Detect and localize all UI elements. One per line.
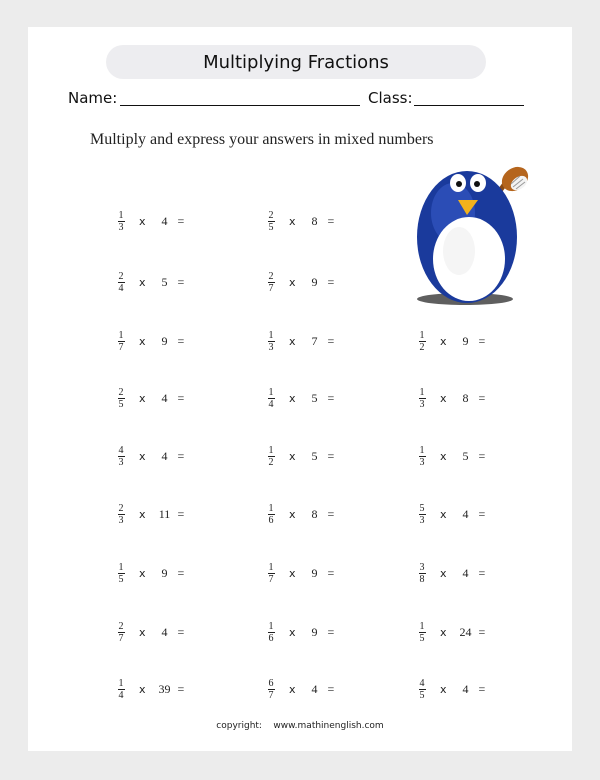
denominator: 3 — [118, 221, 124, 233]
denominator: 7 — [268, 573, 274, 585]
numerator: 1 — [268, 502, 274, 514]
fraction — [266, 330, 276, 353]
problem-item — [116, 382, 184, 414]
multiplier: 8 — [462, 390, 469, 405]
fraction — [266, 562, 276, 585]
multiply-sign: x — [289, 566, 296, 580]
multiplier: 4 — [311, 681, 318, 696]
fraction — [266, 503, 276, 526]
numerator: 1 — [419, 329, 425, 341]
problem-item — [417, 557, 485, 589]
multiplier: 9 — [311, 565, 318, 580]
equals-sign: = — [327, 333, 335, 348]
class-label: Class: — [368, 89, 413, 107]
numerator: 1 — [268, 386, 274, 398]
numerator: 1 — [118, 561, 124, 573]
title-banner — [106, 45, 486, 79]
multiply-sign: x — [139, 449, 146, 463]
numerator: 2 — [118, 386, 124, 398]
denominator: 8 — [419, 573, 425, 585]
fraction — [266, 445, 276, 468]
denominator: 4 — [118, 689, 124, 701]
multiplier: 9 — [462, 333, 469, 348]
numerator: 4 — [118, 444, 124, 456]
multiply-sign: x — [289, 625, 296, 639]
numerator: 1 — [419, 620, 425, 632]
problem-item — [116, 498, 184, 530]
problem-item — [266, 673, 334, 705]
multiply-sign: x — [289, 449, 296, 463]
equals-sign: = — [327, 213, 335, 228]
multiplier: 5 — [311, 390, 318, 405]
fraction — [266, 271, 276, 294]
multiply-sign: x — [139, 507, 146, 521]
multiply-sign: x — [440, 334, 447, 348]
fraction — [266, 210, 276, 233]
equals-sign: = — [327, 681, 335, 696]
copyright-footer — [28, 721, 572, 731]
numerator: 1 — [118, 209, 124, 221]
numerator: 1 — [118, 329, 124, 341]
multiply-sign: x — [440, 507, 447, 521]
multiply-sign: x — [289, 682, 296, 696]
problem-item — [417, 498, 485, 530]
problem-item — [417, 616, 485, 648]
equals-sign: = — [478, 448, 486, 463]
numerator: 1 — [268, 444, 274, 456]
fraction — [417, 387, 427, 410]
multiplier: 9 — [161, 565, 168, 580]
denominator: 3 — [419, 398, 425, 410]
denominator: 3 — [118, 514, 124, 526]
numerator: 2 — [268, 209, 274, 221]
denominator: 4 — [118, 282, 124, 294]
denominator: 3 — [118, 456, 124, 468]
problem-item — [266, 557, 334, 589]
denominator: 2 — [419, 341, 425, 353]
fraction — [116, 503, 126, 526]
problem-item — [266, 205, 334, 237]
multiplier: 5 — [462, 448, 469, 463]
problem-item — [417, 382, 485, 414]
class-field-line[interactable] — [414, 105, 524, 106]
equals-sign: = — [177, 333, 185, 348]
problem-item — [266, 382, 334, 414]
denominator: 5 — [118, 398, 124, 410]
multiplier: 9 — [311, 274, 318, 289]
denominator: 7 — [118, 632, 124, 644]
numerator: 1 — [118, 677, 124, 689]
denominator: 7 — [118, 341, 124, 353]
fraction — [417, 678, 427, 701]
equals-sign: = — [177, 624, 185, 639]
problem-item — [116, 266, 184, 298]
multiplier: 9 — [161, 333, 168, 348]
numerator: 4 — [419, 677, 425, 689]
multiply-sign: x — [440, 391, 447, 405]
multiply-sign: x — [139, 625, 146, 639]
problem-item — [417, 325, 485, 357]
equals-sign: = — [327, 390, 335, 405]
multiply-sign: x — [139, 214, 146, 228]
equals-sign: = — [177, 681, 185, 696]
multiplier: 4 — [161, 390, 168, 405]
numerator: 1 — [419, 386, 425, 398]
multiplier: 5 — [161, 274, 168, 289]
denominator: 4 — [268, 398, 274, 410]
equals-sign: = — [478, 681, 486, 696]
numerator: 2 — [118, 270, 124, 282]
equals-sign: = — [327, 565, 335, 580]
multiplier: 8 — [311, 506, 318, 521]
equals-sign: = — [327, 624, 335, 639]
equals-sign: = — [478, 390, 486, 405]
penguin-with-brush-icon — [403, 157, 543, 307]
denominator: 2 — [268, 456, 274, 468]
name-field-line[interactable] — [120, 105, 360, 106]
denominator: 7 — [268, 282, 274, 294]
multiply-sign: x — [440, 625, 447, 639]
multiply-sign: x — [289, 214, 296, 228]
problem-item — [266, 440, 334, 472]
denominator: 5 — [268, 221, 274, 233]
multiply-sign: x — [289, 334, 296, 348]
fraction — [116, 387, 126, 410]
fraction — [417, 503, 427, 526]
denominator: 6 — [268, 514, 274, 526]
multiplier: 4 — [161, 624, 168, 639]
fraction — [116, 621, 126, 644]
equals-sign: = — [478, 333, 486, 348]
fraction — [116, 271, 126, 294]
multiply-sign: x — [139, 334, 146, 348]
fraction — [116, 330, 126, 353]
multiply-sign: x — [139, 275, 146, 289]
equals-sign: = — [478, 624, 486, 639]
problem-item — [116, 325, 184, 357]
fraction — [417, 330, 427, 353]
equals-sign: = — [478, 565, 486, 580]
denominator: 3 — [419, 456, 425, 468]
numerator: 6 — [268, 677, 274, 689]
multiplier: 7 — [311, 333, 318, 348]
numerator: 1 — [268, 561, 274, 573]
fraction — [417, 445, 427, 468]
equals-sign: = — [327, 506, 335, 521]
problem-item — [116, 557, 184, 589]
fraction — [116, 678, 126, 701]
fraction — [116, 562, 126, 585]
denominator: 5 — [419, 632, 425, 644]
multiplier: 4 — [161, 448, 168, 463]
denominator: 5 — [118, 573, 124, 585]
multiplier: 4 — [462, 506, 469, 521]
problem-item — [116, 440, 184, 472]
numerator: 2 — [118, 620, 124, 632]
problem-item — [116, 616, 184, 648]
equals-sign: = — [177, 390, 185, 405]
multiply-sign: x — [440, 566, 447, 580]
fraction — [266, 387, 276, 410]
numerator: 1 — [268, 620, 274, 632]
fraction — [266, 678, 276, 701]
worksheet-page — [28, 27, 572, 751]
equals-sign: = — [327, 448, 335, 463]
numerator: 2 — [118, 502, 124, 514]
numerator: 2 — [268, 270, 274, 282]
multiply-sign: x — [289, 391, 296, 405]
numerator: 1 — [268, 329, 274, 341]
problem-item — [116, 673, 184, 705]
numerator: 1 — [419, 444, 425, 456]
problem-item — [266, 325, 334, 357]
equals-sign: = — [478, 506, 486, 521]
multiplier: 39 — [158, 681, 171, 696]
name-label: Name: — [68, 89, 118, 107]
numerator: 3 — [419, 561, 425, 573]
multiply-sign: x — [289, 275, 296, 289]
denominator: 3 — [419, 514, 425, 526]
fraction — [116, 210, 126, 233]
equals-sign: = — [177, 565, 185, 580]
multiply-sign: x — [139, 682, 146, 696]
fraction — [417, 562, 427, 585]
denominator: 3 — [268, 341, 274, 353]
denominator: 7 — [268, 689, 274, 701]
site-link[interactable]: www.mathinenglish.com — [273, 721, 384, 731]
problem-item — [266, 498, 334, 530]
numerator: 5 — [419, 502, 425, 514]
multiplier: 11 — [158, 506, 171, 521]
multiplier: 8 — [311, 213, 318, 228]
problem-item — [116, 205, 184, 237]
multiplier: 24 — [459, 624, 472, 639]
equals-sign: = — [177, 213, 185, 228]
fraction — [266, 621, 276, 644]
page-title: Multiplying Fractions — [203, 51, 389, 73]
fraction — [417, 621, 427, 644]
equals-sign: = — [177, 448, 185, 463]
denominator: 6 — [268, 632, 274, 644]
multiplier: 5 — [311, 448, 318, 463]
problem-item — [417, 673, 485, 705]
multiplier: 9 — [311, 624, 318, 639]
instruction-text: Multiply and express your answers in mixed numbers — [90, 131, 434, 148]
multiply-sign: x — [440, 682, 447, 696]
denominator: 5 — [419, 689, 425, 701]
copyright-label: copyright: — [216, 721, 262, 731]
multiplier: 4 — [462, 565, 469, 580]
multiply-sign: x — [289, 507, 296, 521]
multiply-sign: x — [139, 391, 146, 405]
problem-item — [417, 440, 485, 472]
multiply-sign: x — [440, 449, 447, 463]
equals-sign: = — [177, 274, 185, 289]
problem-item — [266, 616, 334, 648]
equals-sign: = — [327, 274, 335, 289]
equals-sign: = — [177, 506, 185, 521]
multiplier: 4 — [462, 681, 469, 696]
multiply-sign: x — [139, 566, 146, 580]
name-class-row — [68, 89, 538, 113]
multiplier: 4 — [161, 213, 168, 228]
fraction — [116, 445, 126, 468]
problem-item — [266, 266, 334, 298]
